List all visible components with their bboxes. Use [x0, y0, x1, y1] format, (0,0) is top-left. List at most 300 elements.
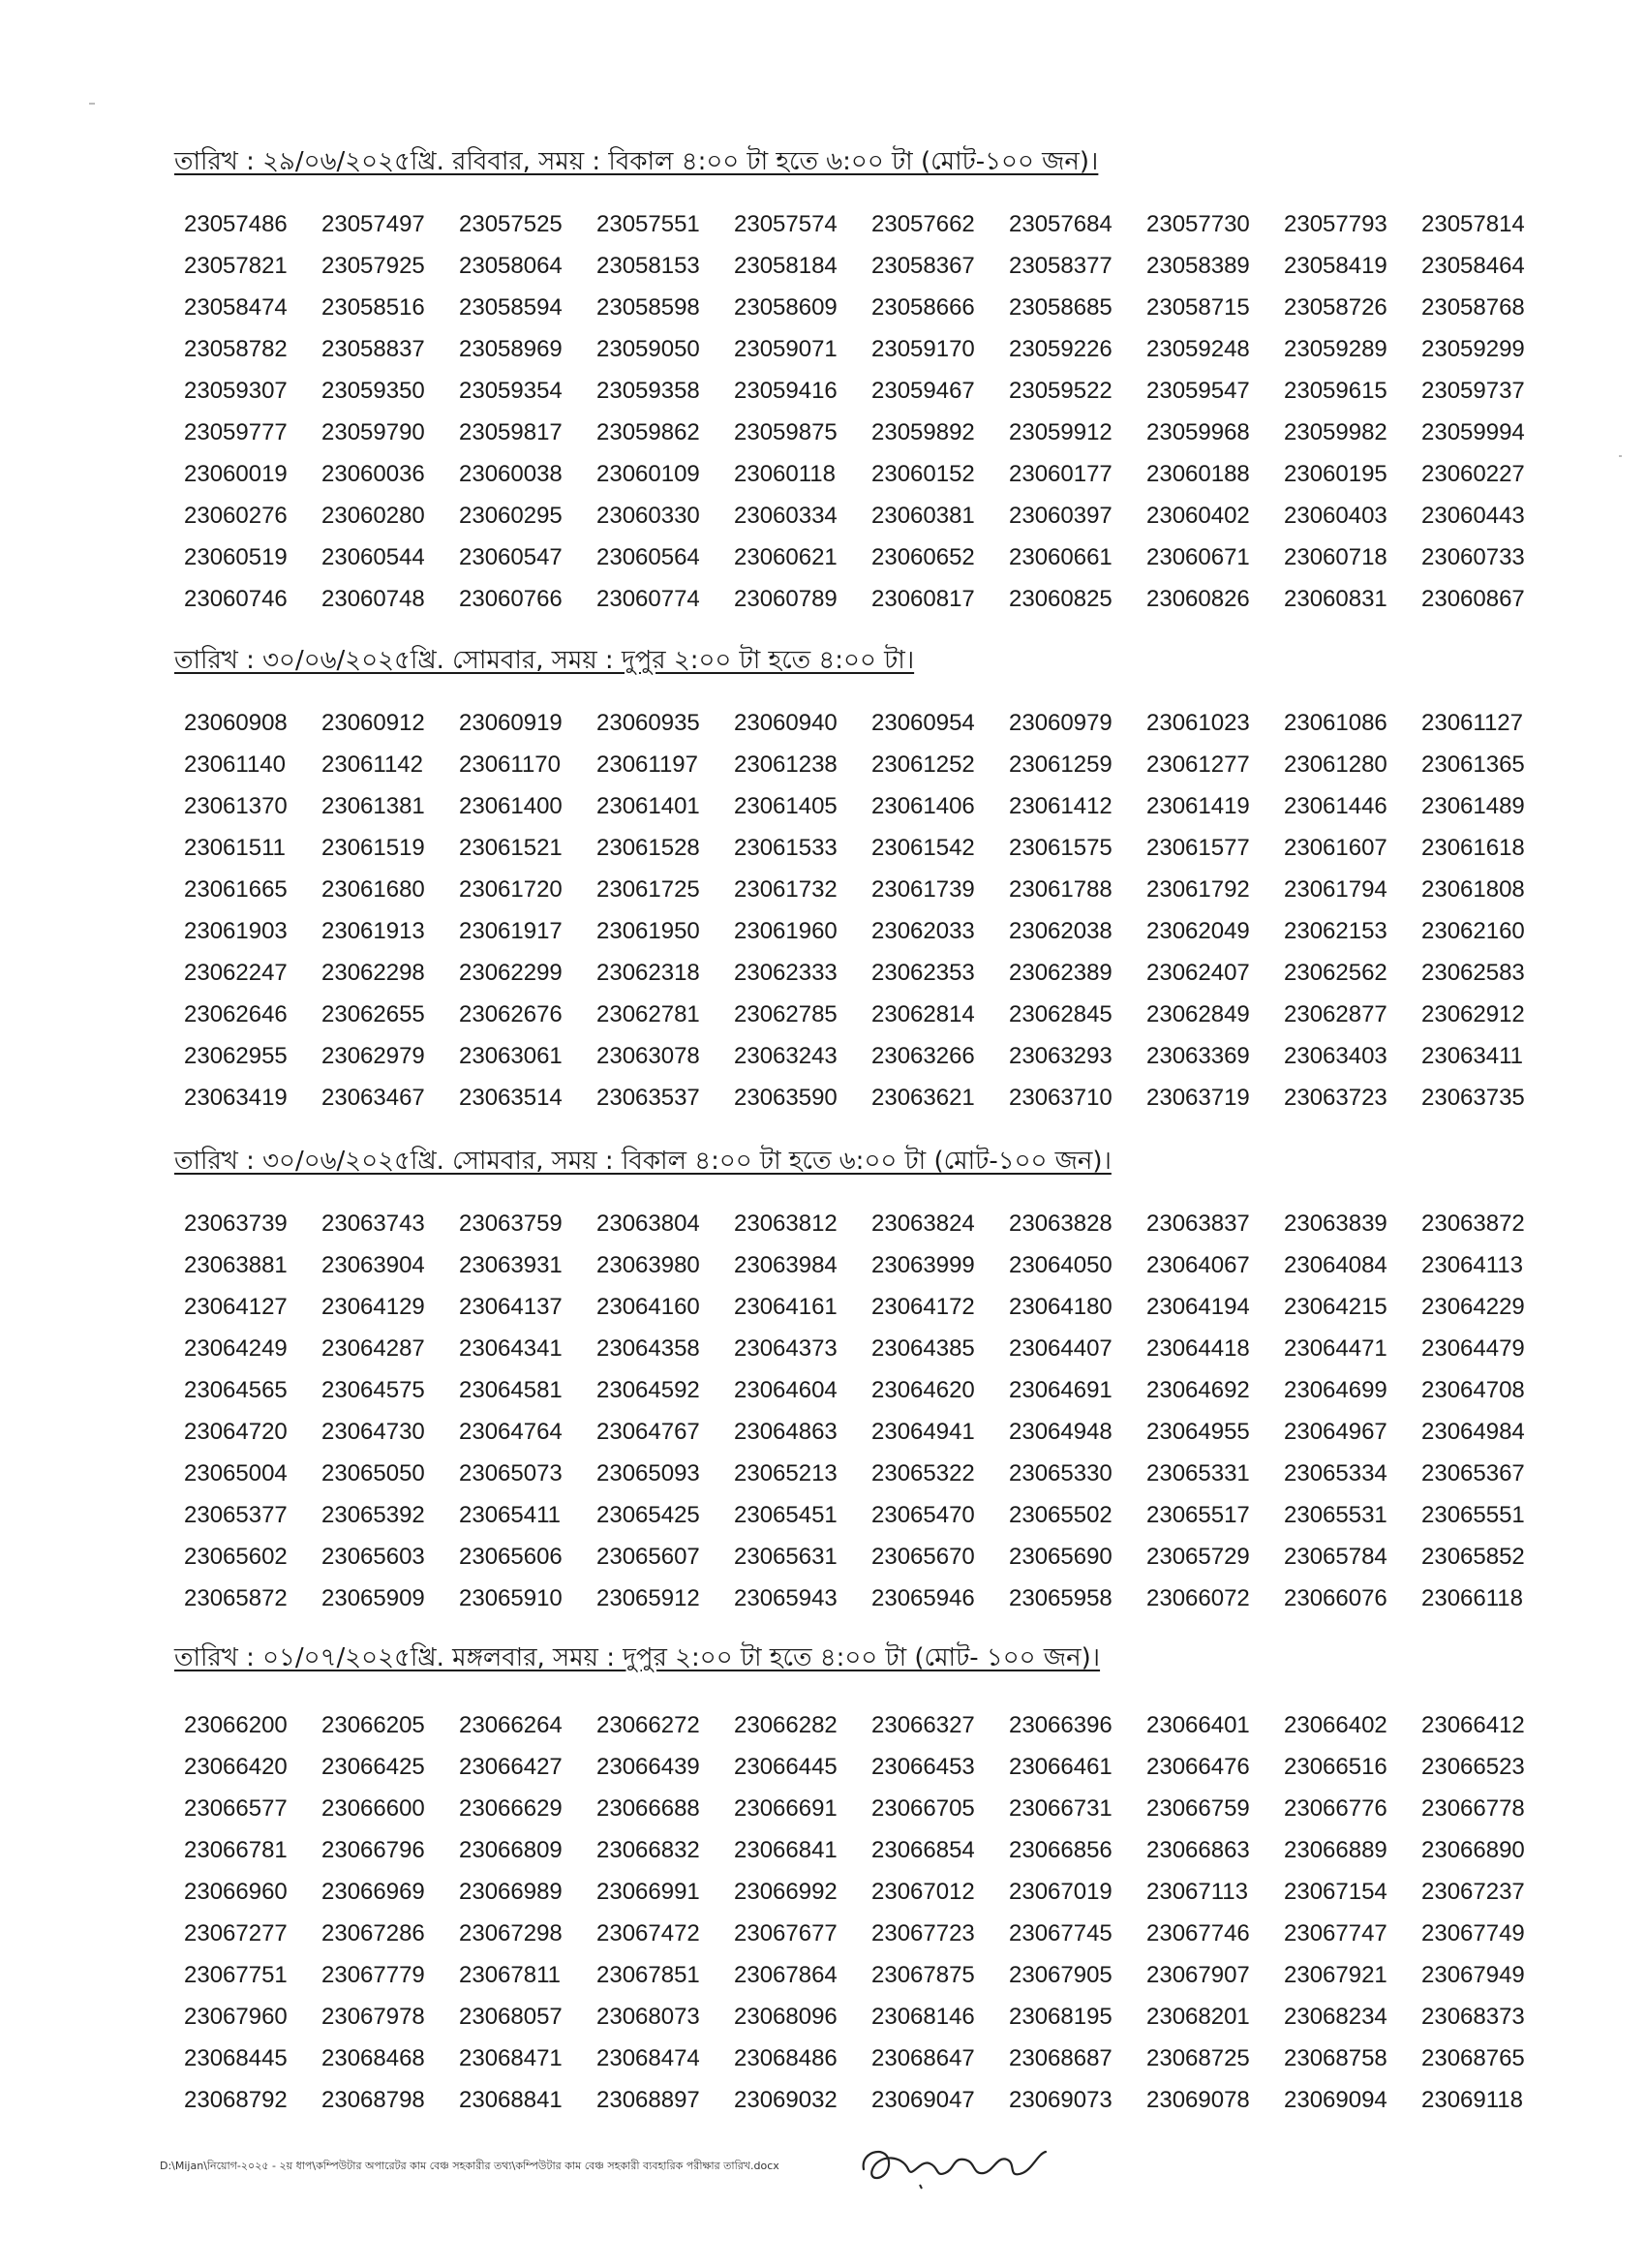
footer-file-path: D:\Mijan\নিয়োগ-২০২৫ - ২য় ধাপ\কম্পিউটার অপারেটর কাম বেঞ্চ সহকারীর তথ্য\কম্পিউটার কাম বেঞ্চ সহকারী ব্যবহারিক পরীক্ষার তারিখ.docx [160, 2160, 779, 2172]
roll-number: 23060118 [734, 461, 836, 487]
roll-number: 23062562 [1284, 960, 1387, 986]
roll-number: 23062785 [734, 1001, 838, 1027]
roll-number: 23066688 [596, 1795, 700, 1822]
roll-number: 23065603 [321, 1544, 425, 1570]
roll-number: 23064708 [1421, 1377, 1525, 1403]
roll-number: 23066282 [734, 1712, 838, 1738]
section-title: তারিখ : ৩০/০৬/২০২৫খ্রি. সোমবার, সময় : বিকাল ৪:০০ টা হতে ৬:০০ টা (মোট-১০০ জন)। [174, 1147, 1112, 1176]
roll-number: 23060019 [184, 461, 288, 487]
roll-number: 23064127 [184, 1294, 288, 1320]
roll-number: 23063243 [734, 1043, 838, 1069]
roll-number: 23068897 [596, 2087, 700, 2113]
roll-number: 23066992 [734, 1879, 838, 1905]
roll-number: 23061023 [1146, 710, 1250, 736]
roll-number: 23061788 [1009, 876, 1113, 903]
roll-number: 23058609 [734, 294, 838, 321]
roll-number: 23066856 [1009, 1837, 1113, 1863]
roll-number: 23063881 [184, 1252, 288, 1278]
roll-number: 23065872 [184, 1585, 288, 1611]
roll-number: 23061665 [184, 876, 288, 903]
roll-number: 23059299 [1421, 336, 1525, 362]
roll-number: 23065531 [1284, 1502, 1387, 1528]
roll-number: 23057551 [596, 211, 700, 237]
roll-number: 23067921 [1284, 1962, 1387, 1988]
roll-number: 23061618 [1421, 835, 1525, 861]
roll-number: 23062247 [184, 960, 288, 986]
roll-number: 23064229 [1421, 1294, 1525, 1320]
roll-number: 23060276 [184, 503, 288, 529]
roll-number: 23061401 [596, 793, 700, 819]
roll-number: 23065093 [596, 1460, 700, 1486]
roll-number: 23060195 [1284, 461, 1387, 487]
roll-number: 23068647 [871, 2045, 975, 2071]
roll-number: 23064160 [596, 1294, 700, 1320]
roll-number: 23065943 [734, 1585, 838, 1611]
roll-number: 23063828 [1009, 1211, 1113, 1237]
roll-number: 23061142 [321, 751, 423, 778]
roll-number: 23063980 [596, 1252, 700, 1278]
roll-number: 23061412 [1009, 793, 1113, 819]
roll-number: 23064067 [1146, 1252, 1250, 1278]
roll-number: 23058726 [1284, 294, 1387, 321]
roll-number: 23066425 [321, 1754, 425, 1780]
roll-number: 23064373 [734, 1335, 838, 1362]
roll-number: 23068146 [871, 2004, 975, 2030]
roll-number: 23060621 [734, 544, 838, 570]
roll-number: 23068445 [184, 2045, 288, 2071]
roll-number: 23058367 [871, 253, 975, 279]
roll-number: 23066890 [1421, 1837, 1525, 1863]
roll-number: 23061960 [734, 918, 838, 944]
roll-number: 23060919 [459, 710, 563, 736]
roll-number: 23067746 [1146, 1920, 1250, 1946]
roll-number-grid [184, 203, 1559, 620]
roll-number: 23066205 [321, 1712, 425, 1738]
roll-number: 23063403 [1284, 1043, 1387, 1069]
roll-number: 23060443 [1421, 503, 1525, 529]
roll-number: 23063061 [459, 1043, 563, 1069]
roll-number: 23059737 [1421, 378, 1525, 404]
roll-number: 23060718 [1284, 544, 1387, 570]
roll-number: 23066076 [1284, 1585, 1387, 1611]
roll-number: 23063824 [871, 1211, 975, 1237]
roll-number: 23060188 [1146, 461, 1250, 487]
roll-number: 23061533 [734, 835, 838, 861]
roll-number: 23063078 [596, 1043, 700, 1069]
roll-number: 23058377 [1009, 253, 1113, 279]
roll-number: 23068373 [1421, 2004, 1525, 2030]
roll-number: 23063984 [734, 1252, 838, 1278]
roll-number: 23064194 [1146, 1294, 1250, 1320]
roll-number: 23060908 [184, 710, 288, 736]
roll-number: 23066412 [1421, 1712, 1525, 1738]
roll-number: 23067286 [321, 1920, 425, 1946]
roll-number: 23066889 [1284, 1837, 1387, 1863]
roll-number: 23066439 [596, 1754, 700, 1780]
roll-number: 23067277 [184, 1920, 288, 1946]
roll-number: 23058594 [459, 294, 563, 321]
roll-number: 23069047 [871, 2087, 975, 2113]
roll-number: 23059350 [321, 378, 425, 404]
roll-number: 23063739 [184, 1211, 288, 1237]
roll-number: 23059467 [871, 378, 975, 404]
roll-number: 23063514 [459, 1085, 563, 1111]
roll-number: 23068486 [734, 2045, 838, 2071]
roll-number: 23060547 [459, 544, 563, 570]
roll-number: 23058474 [184, 294, 288, 321]
roll-number: 23064479 [1421, 1335, 1525, 1362]
roll-number: 23062912 [1421, 1001, 1525, 1027]
roll-number: 23060403 [1284, 503, 1387, 529]
roll-number: 23066118 [1421, 1585, 1523, 1611]
roll-number: 23060402 [1146, 503, 1250, 529]
roll-number: 23060280 [321, 503, 425, 529]
roll-number: 23066461 [1009, 1754, 1113, 1780]
roll-number: 23063723 [1284, 1085, 1387, 1111]
roll-number: 23059289 [1284, 336, 1387, 362]
roll-number: 23059862 [596, 419, 700, 445]
roll-number: 23061519 [321, 835, 425, 861]
roll-number: 23064581 [459, 1377, 563, 1403]
roll-number: 23061280 [1284, 751, 1387, 778]
roll-number: 23064129 [321, 1294, 425, 1320]
roll-number: 23066759 [1146, 1795, 1250, 1822]
roll-number: 23066453 [871, 1754, 975, 1780]
roll-number: 23062583 [1421, 960, 1525, 986]
roll-number: 23065690 [1009, 1544, 1113, 1570]
roll-number: 23062038 [1009, 918, 1113, 944]
roll-number: 23067747 [1284, 1920, 1387, 1946]
roll-number: 23068758 [1284, 2045, 1387, 2071]
roll-number: 23061419 [1146, 793, 1250, 819]
roll-number: 23057574 [734, 211, 838, 237]
roll-number: 23064767 [596, 1419, 700, 1445]
roll-number: 23060940 [734, 710, 838, 736]
roll-number: 23059994 [1421, 419, 1525, 445]
roll-number: 23066796 [321, 1837, 425, 1863]
roll-number: 23062845 [1009, 1001, 1113, 1027]
roll-number: 23065425 [596, 1502, 700, 1528]
roll-number: 23066327 [871, 1712, 975, 1738]
roll-number: 23061446 [1284, 793, 1387, 819]
roll-number: 23061170 [459, 751, 561, 778]
roll-number: 23062407 [1146, 960, 1250, 986]
roll-number: 23058389 [1146, 253, 1250, 279]
roll-number: 23063710 [1009, 1085, 1113, 1111]
roll-number: 23063537 [596, 1085, 700, 1111]
roll-number: 23061277 [1146, 751, 1250, 778]
roll-number: 23057730 [1146, 211, 1250, 237]
roll-number: 23068798 [321, 2087, 425, 2113]
roll-number: 23066691 [734, 1795, 838, 1822]
roll-number: 23061086 [1284, 710, 1387, 736]
roll-number: 23061365 [1421, 751, 1525, 778]
roll-number: 23065334 [1284, 1460, 1387, 1486]
roll-number: 23068765 [1421, 2045, 1525, 2071]
roll-number: 23065470 [871, 1502, 975, 1528]
roll-number: 23063804 [596, 1211, 700, 1237]
roll-number: 23067019 [1009, 1879, 1113, 1905]
roll-number: 23066778 [1421, 1795, 1525, 1822]
roll-number: 23064604 [734, 1377, 838, 1403]
roll-number: 23065213 [734, 1460, 838, 1486]
roll-number: 23061511 [184, 835, 286, 861]
roll-number: 23060766 [459, 586, 563, 612]
roll-number: 23065912 [596, 1585, 700, 1611]
roll-number: 23067723 [871, 1920, 975, 1946]
roll-number: 23065784 [1284, 1544, 1387, 1570]
scan-speck [89, 103, 95, 105]
roll-number: 23062979 [321, 1043, 425, 1069]
roll-number: 23061720 [459, 876, 563, 903]
roll-number: 23064575 [321, 1377, 425, 1403]
roll-number: 23060038 [459, 461, 563, 487]
roll-number: 23062676 [459, 1001, 563, 1027]
roll-number: 23062333 [734, 960, 838, 986]
roll-number: 23059547 [1146, 378, 1250, 404]
roll-number: 23066401 [1146, 1712, 1250, 1738]
roll-number: 23061252 [871, 751, 975, 778]
roll-number: 23060979 [1009, 710, 1113, 736]
roll-number: 23064215 [1284, 1294, 1387, 1320]
roll-number: 23064161 [734, 1294, 838, 1320]
roll-number: 23064287 [321, 1335, 425, 1362]
roll-number: 23068471 [459, 2045, 563, 2071]
roll-number: 23060152 [871, 461, 975, 487]
roll-number: 23065502 [1009, 1502, 1113, 1528]
roll-number: 23059358 [596, 378, 700, 404]
roll-number: 23065050 [321, 1460, 425, 1486]
roll-number: 23062153 [1284, 918, 1387, 944]
roll-number: 23058685 [1009, 294, 1113, 321]
roll-number: 23062353 [871, 960, 975, 986]
roll-number: 23063872 [1421, 1211, 1525, 1237]
roll-number: 23058837 [321, 336, 425, 362]
roll-number: 23066445 [734, 1754, 838, 1780]
roll-number: 23066396 [1009, 1712, 1113, 1738]
roll-number: 23059071 [734, 336, 838, 362]
roll-number: 23069118 [1421, 2087, 1523, 2113]
roll-number: 23064967 [1284, 1419, 1387, 1445]
roll-number: 23067113 [1146, 1879, 1248, 1905]
roll-number: 23065411 [459, 1502, 561, 1528]
roll-number: 23062318 [596, 960, 700, 986]
scan-speck [1619, 455, 1622, 457]
roll-number: 23059817 [459, 419, 563, 445]
roll-number: 23065330 [1009, 1460, 1113, 1486]
roll-number: 23065946 [871, 1585, 975, 1611]
roll-number: 23059968 [1146, 419, 1250, 445]
roll-number: 23063904 [321, 1252, 425, 1278]
roll-number: 23062049 [1146, 918, 1250, 944]
roll-number: 23066476 [1146, 1754, 1250, 1780]
roll-number: 23063369 [1146, 1043, 1250, 1069]
roll-number: 23066969 [321, 1879, 425, 1905]
roll-number: 23067237 [1421, 1879, 1525, 1905]
section-title: তারিখ : ২৯/০৬/২০২৫খ্রি. রবিবার, সময় : বিকাল ৪:০০ টা হতে ৬:০০ টা (মোট-১০০ জন)। [174, 147, 1099, 176]
roll-number: 23068201 [1146, 2004, 1250, 2030]
roll-number: 23057821 [184, 253, 288, 279]
roll-number: 23060912 [321, 710, 425, 736]
roll-number: 23063735 [1421, 1085, 1525, 1111]
roll-number: 23061903 [184, 918, 288, 944]
roll-number: 23066832 [596, 1837, 700, 1863]
roll-number: 23067749 [1421, 1920, 1525, 1946]
roll-number: 23068841 [459, 2087, 563, 2113]
roll-number: 23062955 [184, 1043, 288, 1069]
roll-number: 23065910 [459, 1585, 563, 1611]
roll-number: 23062877 [1284, 1001, 1387, 1027]
roll-number: 23065631 [734, 1544, 838, 1570]
roll-number: 23065331 [1146, 1460, 1250, 1486]
roll-number: 23065607 [596, 1544, 700, 1570]
roll-number: 23061725 [596, 876, 700, 903]
roll-number: 23064341 [459, 1335, 563, 1362]
roll-number: 23066272 [596, 1712, 700, 1738]
roll-number: 23061381 [321, 793, 425, 819]
roll-number: 23066991 [596, 1879, 700, 1905]
roll-number: 23059050 [596, 336, 700, 362]
roll-number: 23058598 [596, 294, 700, 321]
roll-number: 23066264 [459, 1712, 563, 1738]
roll-number: 23066523 [1421, 1754, 1525, 1780]
roll-number: 23062849 [1146, 1001, 1250, 1027]
roll-number: 23060295 [459, 503, 563, 529]
roll-number: 23059982 [1284, 419, 1387, 445]
roll-number: 23068057 [459, 2004, 563, 2030]
roll-number: 23064565 [184, 1377, 288, 1403]
roll-number: 23059522 [1009, 378, 1113, 404]
roll-number: 23064358 [596, 1335, 700, 1362]
roll-number: 23068468 [321, 2045, 425, 2071]
roll-number: 23062655 [321, 1001, 425, 1027]
roll-number: 23059777 [184, 419, 288, 445]
roll-number: 23061127 [1421, 710, 1523, 736]
roll-number: 23060789 [734, 586, 838, 612]
roll-number-grid [184, 1704, 1559, 2121]
roll-number: 23061405 [734, 793, 838, 819]
roll-number: 23062646 [184, 1001, 288, 1027]
roll-number: 23065606 [459, 1544, 563, 1570]
roll-number: 23066854 [871, 1837, 975, 1863]
roll-number: 23064764 [459, 1419, 563, 1445]
roll-number: 23066600 [321, 1795, 425, 1822]
roll-number: 23067779 [321, 1962, 425, 1988]
roll-number: 23067905 [1009, 1962, 1113, 1988]
roll-number: 23061794 [1284, 876, 1387, 903]
roll-number: 23066516 [1284, 1754, 1387, 1780]
roll-number: 23068234 [1284, 2004, 1387, 2030]
roll-number: 23064692 [1146, 1377, 1250, 1403]
roll-number: 23059354 [459, 378, 563, 404]
roll-number: 23057662 [871, 211, 975, 237]
roll-number: 23065729 [1146, 1544, 1250, 1570]
roll-number: 23063759 [459, 1211, 563, 1237]
roll-number: 23066960 [184, 1879, 288, 1905]
roll-number: 23064620 [871, 1377, 975, 1403]
roll-number: 23064172 [871, 1294, 975, 1320]
roll-number: 23059170 [871, 336, 975, 362]
roll-number: 23060935 [596, 710, 700, 736]
roll-number: 23060109 [596, 461, 700, 487]
roll-number: 23065517 [1146, 1502, 1250, 1528]
roll-number: 23062160 [1421, 918, 1525, 944]
roll-number: 23061680 [321, 876, 425, 903]
roll-number: 23066776 [1284, 1795, 1387, 1822]
roll-number: 23066402 [1284, 1712, 1387, 1738]
roll-number: 23059912 [1009, 419, 1113, 445]
roll-number: 23058464 [1421, 253, 1525, 279]
roll-number: 23066420 [184, 1754, 288, 1780]
roll-number: 23065392 [321, 1502, 425, 1528]
roll-number: 23065958 [1009, 1585, 1113, 1611]
section-title: তারিখ : ৩০/০৬/২০২৫খ্রি. সোমবার, সময় : দুপুর ২:০০ টা হতে ৪:০০ টা। [174, 646, 915, 675]
roll-number: 23061542 [871, 835, 975, 861]
roll-number: 23061238 [734, 751, 838, 778]
roll-number: 23067978 [321, 2004, 425, 2030]
roll-number-grid [184, 1203, 1559, 1619]
roll-number: 23062781 [596, 1001, 700, 1027]
roll-number: 23062299 [459, 960, 563, 986]
roll-number: 23068792 [184, 2087, 288, 2113]
roll-number: 23061913 [321, 918, 425, 944]
roll-number: 23063839 [1284, 1211, 1387, 1237]
roll-number: 23061140 [184, 751, 286, 778]
roll-number: 23060867 [1421, 586, 1525, 612]
roll-number: 23066577 [184, 1795, 288, 1822]
roll-number: 23063411 [1421, 1043, 1523, 1069]
roll-number: 23066809 [459, 1837, 563, 1863]
roll-number: 23066863 [1146, 1837, 1250, 1863]
roll-number: 23059416 [734, 378, 838, 404]
roll-number: 23057486 [184, 211, 288, 237]
roll-number: 23057925 [321, 253, 425, 279]
roll-number: 23061400 [459, 793, 563, 819]
roll-number: 23060825 [1009, 586, 1113, 612]
roll-number: 23061521 [459, 835, 563, 861]
roll-number: 23063467 [321, 1085, 425, 1111]
roll-number: 23066781 [184, 1837, 288, 1863]
roll-number-grid [184, 702, 1559, 1119]
roll-number: 23067298 [459, 1920, 563, 1946]
roll-number: 23061792 [1146, 876, 1250, 903]
roll-number: 23068195 [1009, 2004, 1113, 2030]
roll-number: 23067472 [596, 1920, 700, 1946]
roll-number: 23068687 [1009, 2045, 1113, 2071]
roll-number: 23061259 [1009, 751, 1113, 778]
roll-number: 23058969 [459, 336, 563, 362]
roll-number: 23058715 [1146, 294, 1250, 321]
roll-number: 23058768 [1421, 294, 1525, 321]
roll-number: 23068725 [1146, 2045, 1250, 2071]
roll-number: 23059248 [1146, 336, 1250, 362]
roll-number: 23064385 [871, 1335, 975, 1362]
roll-number: 23061607 [1284, 835, 1387, 861]
roll-number: 23060036 [321, 461, 425, 487]
roll-number: 23065322 [871, 1460, 975, 1486]
roll-number: 23059892 [871, 419, 975, 445]
roll-number: 23058184 [734, 253, 838, 279]
roll-number: 23064863 [734, 1419, 838, 1445]
roll-number: 23066989 [459, 1879, 563, 1905]
roll-number: 23060817 [871, 586, 975, 612]
roll-number: 23060748 [321, 586, 425, 612]
roll-number: 23061577 [1146, 835, 1250, 861]
roll-number: 23060746 [184, 586, 288, 612]
roll-number: 23064691 [1009, 1377, 1113, 1403]
roll-number: 23060334 [734, 503, 838, 529]
roll-number: 23057684 [1009, 211, 1113, 237]
